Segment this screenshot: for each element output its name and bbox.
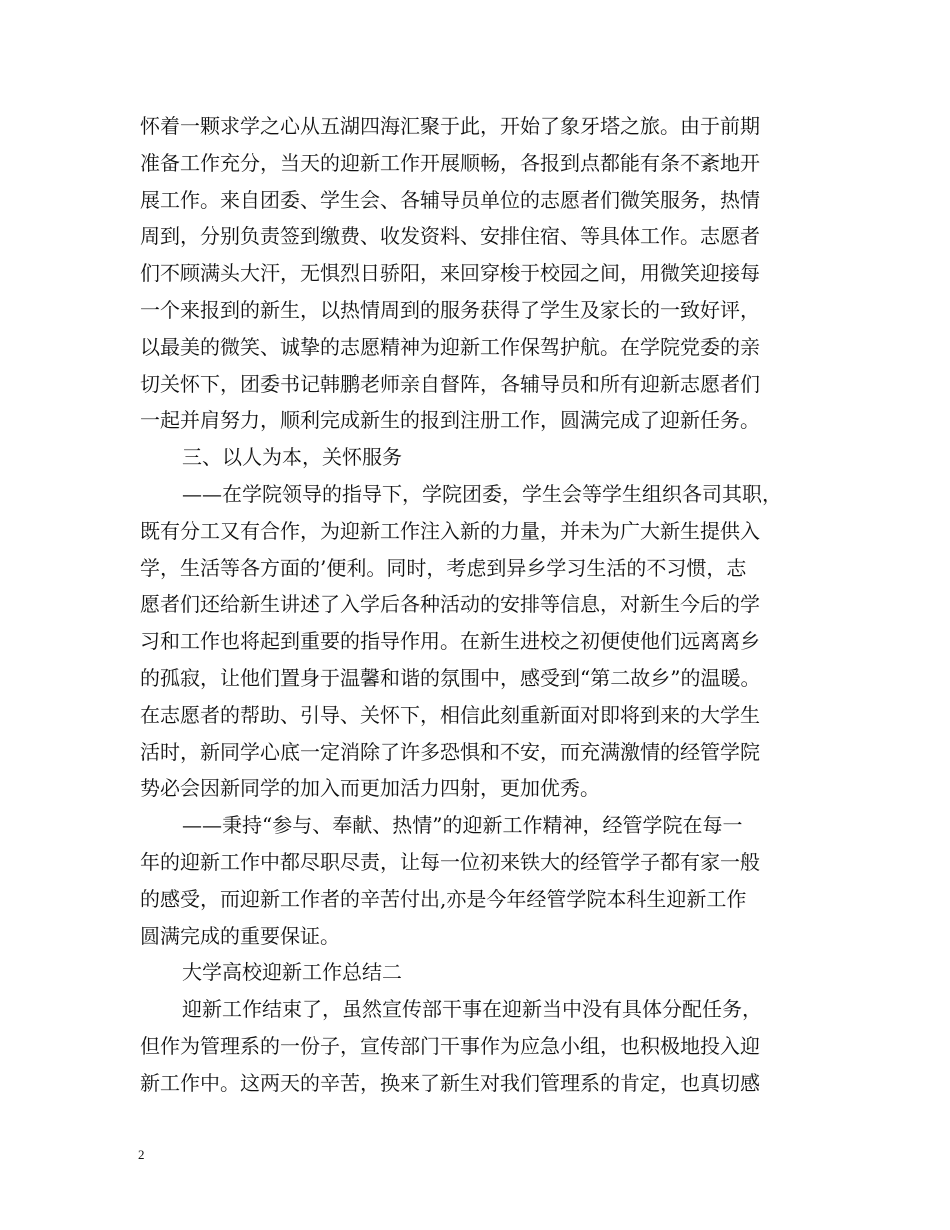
text-line: 切关怀下，团委书记韩鹏老师亲自督阵，各辅导员和所有迎新志愿者们 <box>140 371 760 396</box>
text-line: 的感受，而迎新工作者的辛苦付出,亦是今年经管学院本科生迎新工作 <box>140 886 747 911</box>
text-line: 展工作。来自团委、学生会、各辅导员单位的志愿者们微笑服务，热情 <box>140 187 760 212</box>
text-line: 圆满完成的重要保证。 <box>140 923 340 948</box>
text-line: ——在学院领导的指导下，学院团委，学生会等学生组织各司其职， <box>182 481 782 506</box>
text-line: 势必会因新同学的加入而更加活力四射，更加优秀。 <box>140 776 600 801</box>
text-line: 既有分工又有合作，为迎新工作注入新的力量，并未为广大新生提供入 <box>140 518 760 543</box>
text-line: 习和工作也将起到重要的指导作用。在新生进校之初便使他们远离离乡 <box>140 629 760 654</box>
text-line: 准备工作充分，当天的迎新工作开展顺畅，各报到点都能有条不紊地开 <box>140 150 760 175</box>
text-line: 迎新工作结束了，虽然宣传部干事在迎新当中没有具体分配任务， <box>182 997 762 1022</box>
document-body <box>140 108 830 1102</box>
text-line: 一个来报到的新生，以热情周到的服务获得了学生及家长的一致好评， <box>140 297 760 322</box>
text-line: 愿者们还给新生讲述了入学后各种活动的安排等信息，对新生今后的学 <box>140 592 760 617</box>
text-line: 怀着一颗求学之心从五湖四海汇聚于此，开始了象牙塔之旅。由于前期 <box>140 114 760 138</box>
text-line: 周到，分别负责签到缴费、收发资料、安排住宿、等具体工作。志愿者 <box>140 224 760 249</box>
text-line: 大学高校迎新工作总结二 <box>182 960 402 985</box>
text-line: 一起并肩努力，顺利完成新生的报到注册工作，圆满完成了迎新任务。 <box>140 408 760 433</box>
text-line: 但作为管理系的一份子，宣传部门干事作为应急小组，也积极地投入迎 <box>140 1033 760 1058</box>
text-line: 们不顾满头大汗，无惧烈日骄阳，来回穿梭于校园之间，用微笑迎接每 <box>140 261 760 286</box>
text-line: ——秉持“参与、奉献、热情”的迎新工作精神，经管学院在每一 <box>182 813 743 838</box>
text-line: 三、以人为本，关怀服务 <box>182 445 402 470</box>
text-line: 学，生活等各方面的’便利。同时，考虑到异乡学习生活的不习惯，志 <box>140 555 747 580</box>
text-line: 年的迎新工作中都尽职尽责，让每一位初来铁大的经管学子都有家一般 <box>140 849 760 874</box>
text-line: 的孤寂，让他们置身于温馨和谐的氛围中，感受到“第二故乡”的温暖。 <box>140 665 761 690</box>
text-line: 活时，新同学心底一定消除了许多恐惧和不安，而充满激情的经管学院 <box>140 739 760 764</box>
text-line: 以最美的微笑、诚挚的志愿精神为迎新工作保驾护航。在学院党委的亲 <box>140 334 760 359</box>
page-number: 2 <box>138 1147 145 1162</box>
text-line: 在志愿者的帮助、引导、关怀下，相信此刻重新面对即将到来的大学生 <box>140 702 760 727</box>
text-line: 新工作中。这两天的辛苦，换来了新生对我们管理系的肯定，也真切感 <box>140 1070 760 1095</box>
